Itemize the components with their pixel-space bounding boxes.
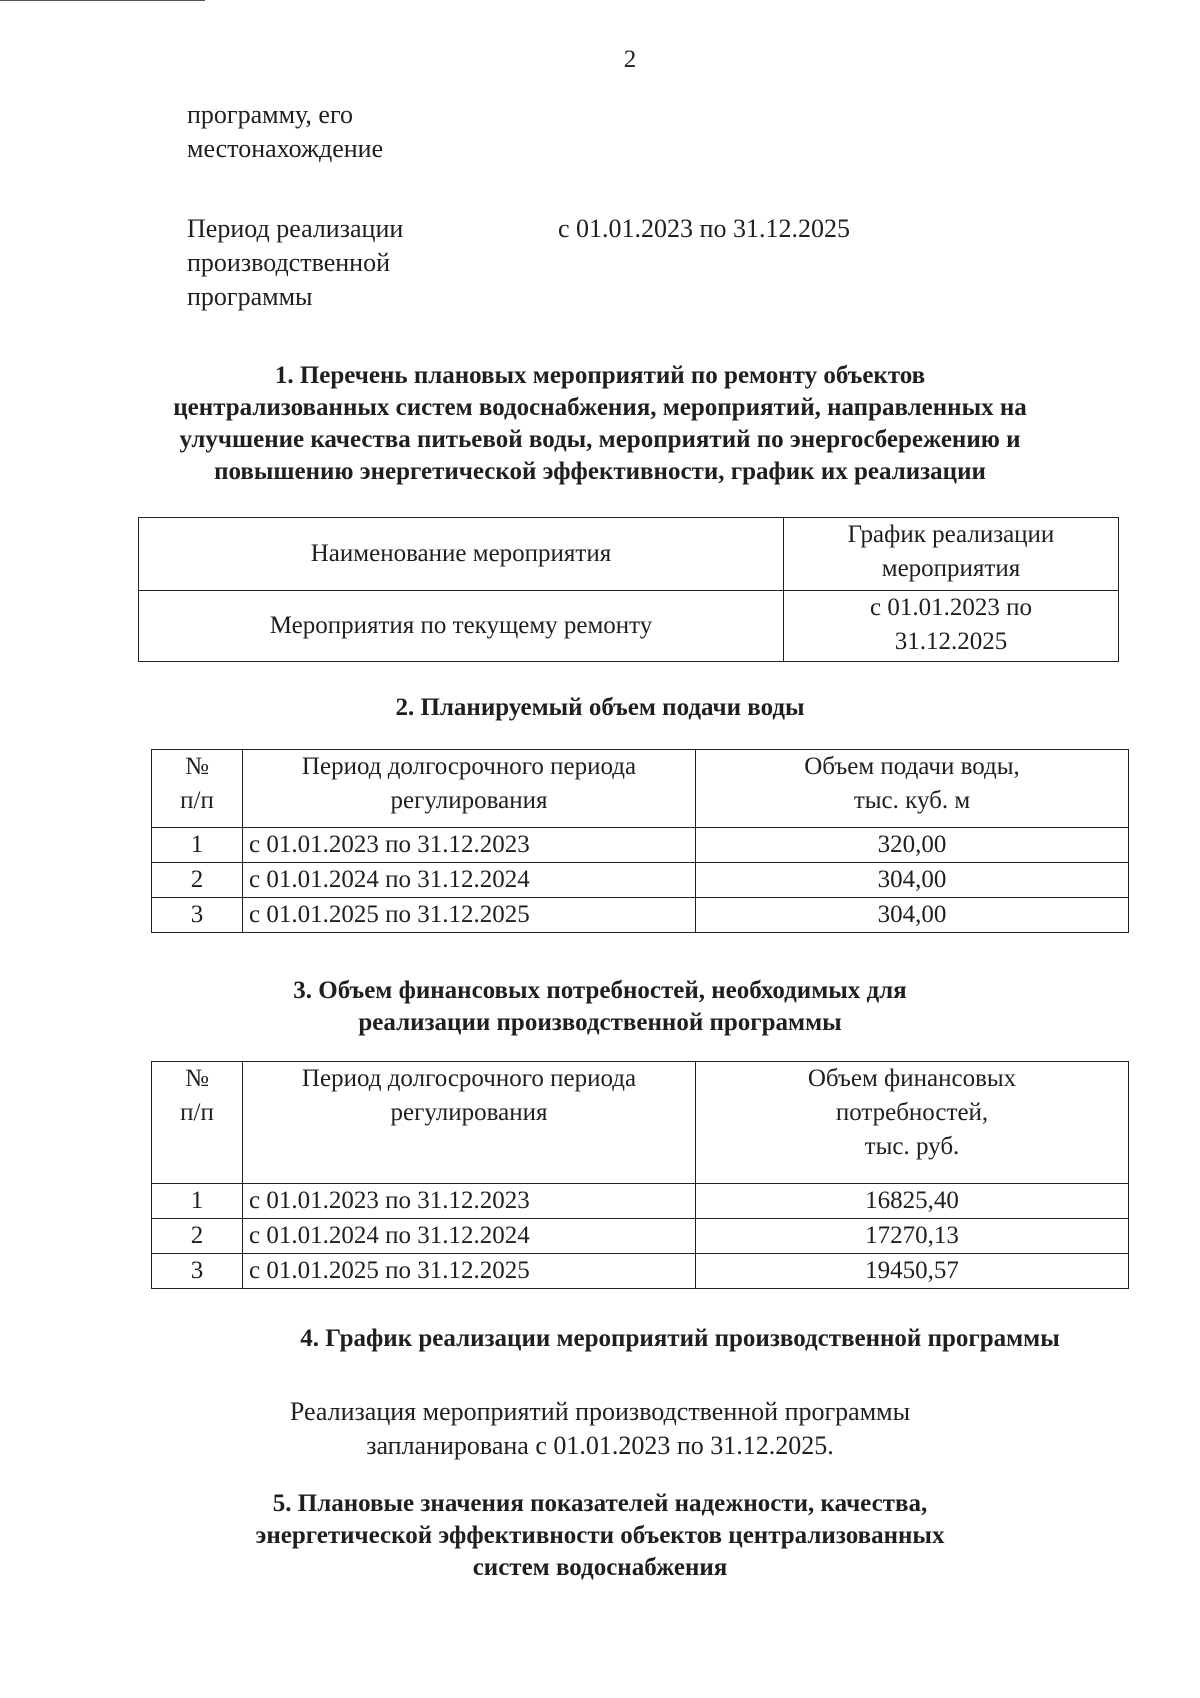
section4-text-line: Реализация мероприятий производственной программы	[289, 1397, 911, 1426]
header-period-line: Период долгосрочного периода	[301, 753, 637, 780]
header-financial-volume	[696, 1062, 1129, 1184]
header-event-name: Наименование мероприятия	[139, 518, 784, 591]
events-table	[138, 517, 1119, 662]
intro-text	[187, 98, 383, 166]
table-row	[152, 1254, 1129, 1289]
table-row	[152, 1184, 1129, 1219]
table-row	[152, 898, 1129, 933]
row-num: 1	[152, 1184, 243, 1219]
row-period: с 01.01.2023 по 31.12.2023	[243, 1184, 696, 1219]
section5-title	[80, 1488, 1120, 1584]
section5-title-line: энергетической эффективности объектов централизованных	[255, 1522, 945, 1549]
header-period-line: Период долгосрочного периода	[301, 1065, 637, 1092]
event-schedule-line: с 01.01.2023 по	[870, 594, 1032, 621]
table-row	[152, 828, 1129, 863]
section1-title-line: 1. Перечень плановых мероприятий по ремонту объектов	[274, 362, 926, 389]
header-num-line: п/п	[180, 1099, 214, 1126]
table-row	[152, 1219, 1129, 1254]
row-period: с 01.01.2025 по 31.12.2025	[243, 898, 696, 933]
row-num: 2	[152, 863, 243, 898]
table-row	[152, 863, 1129, 898]
header-num	[152, 1062, 243, 1184]
section3-title-line: 3. Объем финансовых потребностей, необходимых для	[293, 977, 907, 1004]
section3-title-line: реализации производственной программы	[358, 1009, 842, 1036]
header-num-line: №	[185, 753, 209, 780]
top-edge-line	[0, 0, 205, 1]
section1-title	[80, 360, 1120, 488]
header-num-line: №	[185, 1065, 209, 1092]
row-num: 3	[152, 1254, 243, 1289]
row-value: 320,00	[696, 828, 1129, 863]
row-num: 2	[152, 1219, 243, 1254]
section4-text	[80, 1395, 1200, 1463]
header-value-line: тыс. куб. м	[853, 787, 971, 814]
row-num: 1	[152, 828, 243, 863]
section3-title	[80, 975, 1120, 1039]
header-period-line: регулирования	[390, 1099, 548, 1126]
header-period-line: регулирования	[390, 787, 548, 814]
header-schedule	[784, 518, 1119, 591]
row-value: 304,00	[696, 898, 1129, 933]
row-period: с 01.01.2025 по 31.12.2025	[243, 1254, 696, 1289]
header-period	[243, 750, 696, 828]
financial-needs-table	[151, 1061, 1129, 1289]
header-value-line: тыс. руб.	[864, 1133, 960, 1160]
header-schedule-line: мероприятия	[881, 555, 1021, 582]
header-value-line: Объем финансовых	[807, 1065, 1017, 1092]
event-schedule	[784, 591, 1119, 662]
period-value: с 01.01.2023 по 31.12.2025	[558, 214, 850, 243]
section1-title-line: централизованных систем водоснабжения, мероприятий, направленных на	[173, 394, 1027, 421]
table-header-row	[152, 1062, 1129, 1184]
row-value: 19450,57	[696, 1254, 1129, 1289]
section1-title-line: повышению энергетической эффективности, график их реализации	[214, 458, 986, 485]
row-value: 17270,13	[696, 1219, 1129, 1254]
section1-title-line: улучшение качества питьевой воды, мероприятий по энергосбережению и	[179, 426, 1021, 453]
period-label-line: производственной	[187, 248, 390, 277]
water-supply-table	[151, 749, 1129, 933]
header-value-line: Объем подачи воды,	[804, 753, 1020, 780]
section4-text-line: запланирована с 01.01.2023 по 31.12.2025.	[366, 1431, 834, 1460]
section2-title: 2. Планируемый объем подачи воды	[395, 694, 805, 721]
header-water-volume	[696, 750, 1129, 828]
row-num: 3	[152, 898, 243, 933]
row-period: с 01.01.2024 по 31.12.2024	[243, 863, 696, 898]
table-row	[139, 591, 1119, 662]
row-value: 304,00	[696, 863, 1129, 898]
header-period	[243, 1062, 696, 1184]
row-period: с 01.01.2023 по 31.12.2023	[243, 828, 696, 863]
period-label-line: Период реализации	[187, 214, 404, 243]
intro-line: местонахождение	[187, 134, 384, 163]
row-value: 16825,40	[696, 1184, 1129, 1219]
header-schedule-line: График реализации	[847, 521, 1055, 548]
header-value-line: потребностей,	[835, 1099, 989, 1126]
table-header-row	[139, 518, 1119, 591]
table-header-row	[152, 750, 1129, 828]
event-name: Мероприятия по текущему ремонту	[139, 591, 784, 662]
section5-title-line: 5. Плановые значения показателей надежности, качества,	[272, 1490, 928, 1517]
event-schedule-line: 31.12.2025	[894, 628, 1008, 655]
section4-title: 4. График реализации мероприятий производственной программы	[300, 1325, 1060, 1352]
header-num-line: п/п	[180, 787, 214, 814]
intro-line: программу, его	[187, 100, 353, 129]
period-label-line: программы	[187, 282, 313, 311]
header-num	[152, 750, 243, 828]
period-label	[187, 212, 403, 314]
section5-title-line: систем водоснабжения	[472, 1554, 728, 1581]
row-period: с 01.01.2024 по 31.12.2024	[243, 1219, 696, 1254]
page-number: 2	[623, 46, 637, 73]
